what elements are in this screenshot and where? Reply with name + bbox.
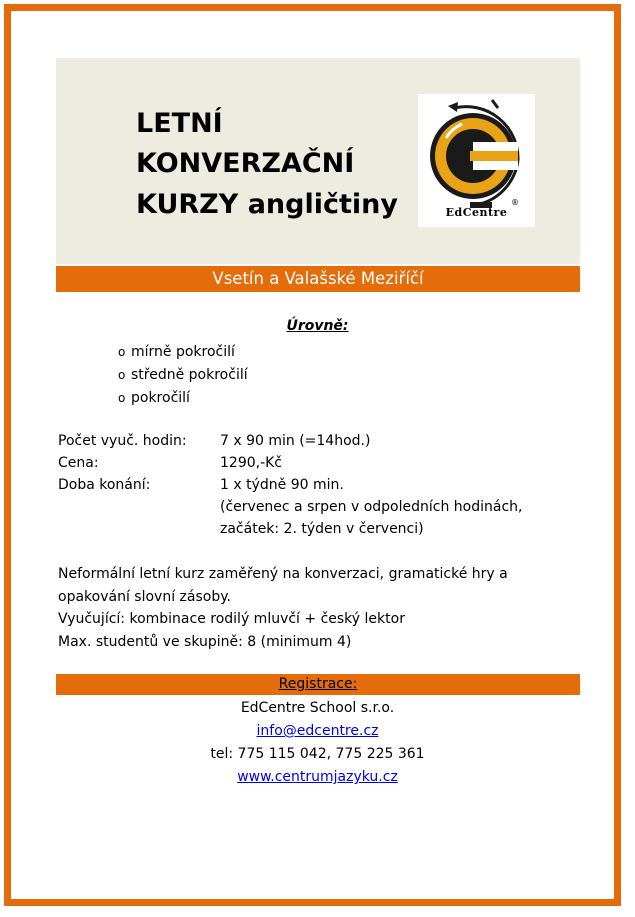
levels-list [118, 341, 248, 410]
circle-bullet-icon: o [118, 368, 126, 382]
title-line-2: KONVERZAČNÍ [136, 148, 355, 179]
description-text: Neformální letní kurz zaměřený na konverzaci, gramatické hry a opakování slovní zásoby. [58, 566, 508, 605]
levels-heading: Úrovně: [286, 318, 349, 334]
registration-bar: Registrace: [56, 674, 580, 695]
info-label: Cena: [58, 455, 99, 471]
info-value: 7 x 90 min (=14hod.) [220, 433, 371, 449]
logo-wordmark: EdCentre [445, 206, 508, 219]
info-label: Počet vyuč. hodin: [58, 433, 187, 449]
registered-mark: ® [511, 198, 519, 207]
info-value: 1290,-Kč [220, 455, 283, 471]
list-item: o pokročilí [118, 387, 248, 410]
contact-block [0, 697, 635, 789]
group-size-text: Max. studentů ve skupině: 8 (minimum 4) [58, 633, 352, 650]
location-bar: Vsetín a Valašské Meziříčí [56, 266, 580, 292]
company-name: EdCentre School s.r.o. [240, 700, 395, 716]
info-value: (červenec a srpen v odpoledních hodinách, [220, 499, 523, 515]
list-item: o mírně pokročilí [118, 341, 248, 364]
circle-bullet-icon: o [118, 391, 126, 405]
course-description [58, 563, 558, 653]
list-item: o středně pokročilí [118, 364, 248, 387]
website-link[interactable]: www.centrumjazyku.cz [237, 769, 398, 785]
email-link[interactable]: info@edcentre.cz [256, 723, 379, 739]
circle-bullet-icon: o [118, 345, 126, 359]
title-line-1: LETNÍ [136, 108, 223, 139]
edcentre-logo [418, 94, 535, 227]
title-line-3: KURZY angličtiny [136, 189, 398, 220]
info-value: začátek: 2. týden v červenci) [220, 521, 424, 537]
phone-text: tel: 775 115 042, 775 225 361 [210, 746, 425, 762]
info-label: Doba konání: [58, 477, 151, 493]
info-value: 1 x týdně 90 min. [220, 477, 344, 493]
lecturers-text: Vyučující: kombinace rodilý mluvčí + český lektor [58, 611, 405, 627]
